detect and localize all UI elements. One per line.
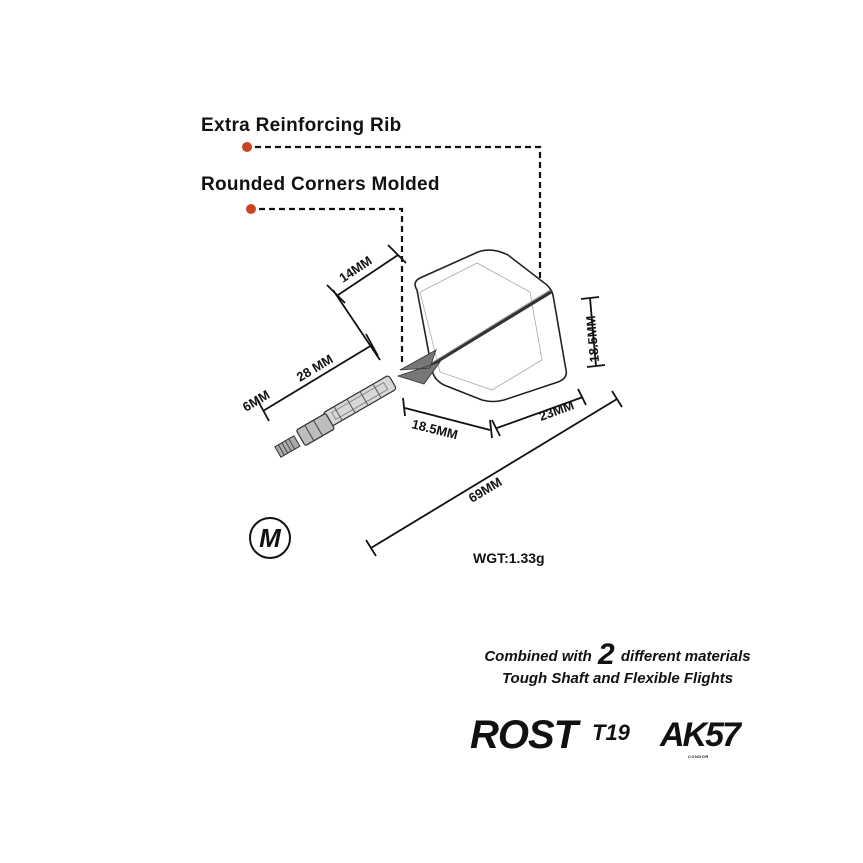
tagline-line-1 (420, 638, 815, 672)
rib-callout-dot (242, 142, 252, 152)
corners-leader-line (259, 209, 402, 365)
dim-label-69mm: 69MM (465, 474, 505, 506)
dim-label-18-5mm-width: 18.5MM (410, 416, 460, 443)
brand-logo-subtext: CONDOR (688, 754, 709, 759)
callout-reinforcing-rib: Extra Reinforcing Rib (201, 115, 402, 136)
flight-outline (415, 250, 566, 401)
dim-tick-23mm-b (578, 389, 586, 405)
dim-label-14mm: 14MM (336, 252, 375, 286)
dim-tick-18-5mm-width-a (403, 398, 405, 416)
dim-label-6mm: 6MM (239, 386, 273, 415)
shaft (323, 375, 397, 427)
dim-tick-18-5mm-width-b (490, 420, 492, 438)
flight-fins (398, 350, 440, 384)
tagline-suffix: different materials (620, 648, 751, 665)
shaft-thread (275, 436, 300, 457)
dim-tick-28mm-end (366, 334, 378, 356)
dim-label-28mm: 28 MM (293, 351, 336, 385)
dim-label-23mm: 23MM (536, 397, 576, 424)
brand-logo: AK57 (660, 716, 739, 754)
weight-label: WGT:1.33g (473, 550, 545, 566)
product-model: T19 (592, 720, 630, 745)
dim-label-18-5mm-height: 18.5MM (582, 314, 602, 364)
callout-rounded-corners: Rounded Corners Molded (201, 174, 440, 195)
shaft-collar (296, 413, 334, 446)
dim-tick-18-5mm-height-b (587, 365, 605, 367)
corners-callout-dot (246, 204, 256, 214)
tagline-number: 2 (598, 638, 615, 671)
dim-line-69mm (371, 399, 617, 548)
dim-tick-18-5mm-height-a (581, 297, 599, 299)
tagline-prefix: Combined with (484, 648, 592, 665)
dim-line-28mm (333, 290, 380, 360)
dim-tick-69mm-a (366, 540, 376, 556)
size-badge-icon: M (249, 517, 291, 559)
tagline-line-2: Tough Shaft and Flexible Flights (501, 670, 734, 687)
dim-tick-69mm-b (612, 391, 622, 407)
product-name: ROST (470, 713, 578, 757)
